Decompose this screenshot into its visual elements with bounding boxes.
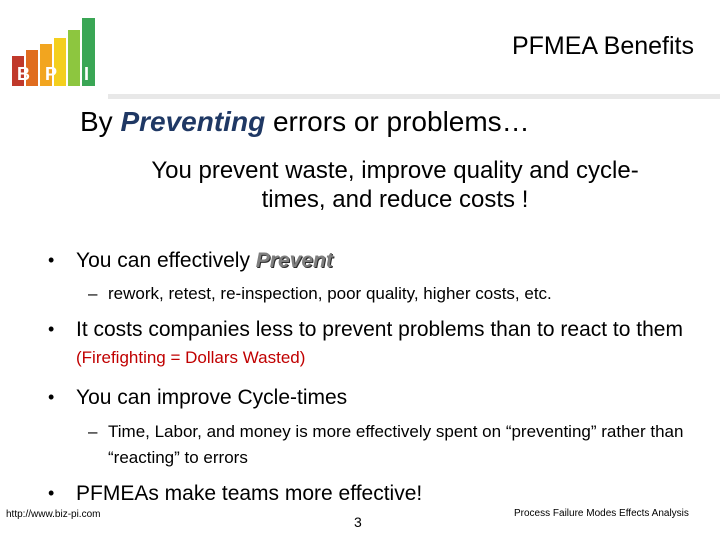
bullet-note: (Firefighting = Dollars Wasted): [76, 348, 306, 367]
svg-text:P: P: [45, 64, 58, 84]
footer-url: http://www.biz-pi.com: [6, 509, 101, 520]
bullet-dot: •: [48, 387, 55, 407]
bpi-logo: [12, 18, 98, 86]
bullet-text: You can improve Cycle-times: [76, 386, 348, 409]
bullet-emphasis: Prevent: [255, 249, 333, 272]
bullet-text: You can effectively: [76, 249, 256, 272]
subheadline: You prevent waste, improve quality and cycle-times, and reduce costs !: [151, 157, 639, 213]
bullet-item-costs: [48, 316, 716, 371]
footer-label: Process Failure Modes Effects Analysis: [514, 508, 689, 519]
headline-post: errors or problems…: [265, 106, 530, 137]
sub-bullet-item: [88, 281, 552, 307]
headline: [80, 106, 530, 138]
title-divider: [108, 94, 720, 99]
sub-bullet-item: [88, 419, 698, 471]
bullet-text: It costs companies less to prevent problems than to react to them: [76, 318, 683, 341]
sub-bullet-dash: –: [88, 422, 98, 441]
bullet-text: PFMEAs make teams more effective!: [76, 482, 423, 505]
bullet-item-cycle-times: [48, 384, 347, 411]
svg-text:B: B: [17, 64, 30, 84]
sub-bullet-text: Time, Labor, and money is more effectively spent on “preventing” rather than “reacting” to errors: [108, 422, 684, 467]
sub-bullet-dash: –: [88, 284, 98, 303]
bullet-dot: •: [48, 483, 55, 503]
page-number: 3: [354, 514, 362, 530]
slide-title: PFMEA Benefits: [511, 32, 694, 60]
sub-bullet-text: rework, retest, re-inspection, poor quality, higher costs, etc.: [108, 284, 552, 303]
bullet-dot: •: [48, 319, 55, 339]
bullet-dot: •: [48, 250, 55, 270]
headline-pre: By: [80, 106, 121, 137]
bpi-logo-graphic: [12, 18, 98, 86]
bullet-item-prevent: [48, 247, 333, 274]
headline-emphasis: Preventing: [120, 106, 266, 137]
svg-text:I: I: [84, 64, 90, 84]
bullet-item-teams: [48, 480, 422, 507]
